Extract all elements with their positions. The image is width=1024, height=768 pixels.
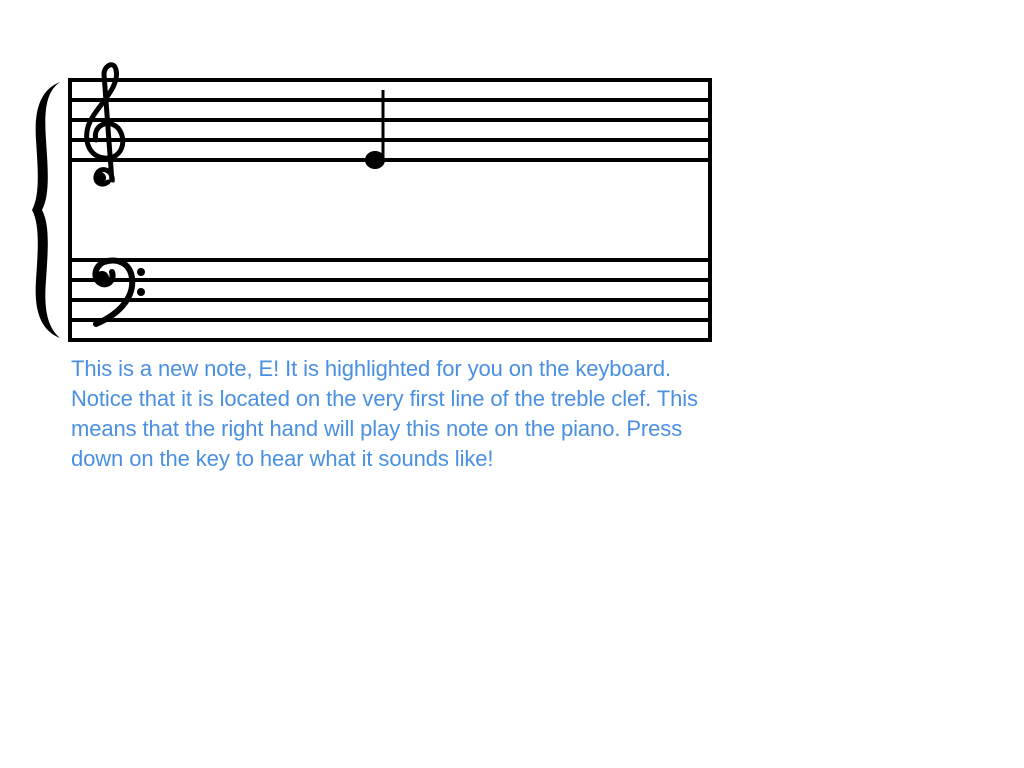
- treble-staff-lines: [68, 80, 712, 160]
- grand-staff-brace-icon: [32, 82, 60, 338]
- treble-clef-icon: [87, 65, 123, 184]
- lesson-description: This is a new note, E! It is highlighted for you on the keyboard. Notice that it is located on the very first line of the treble clef. This means that the right hand will play this note on the piano. Press down on the key to hear what it sounds like!: [71, 356, 698, 471]
- bass-staff-lines: [68, 260, 712, 340]
- grand-staff: [0, 0, 1024, 360]
- bass-clef-icon: [95, 261, 145, 324]
